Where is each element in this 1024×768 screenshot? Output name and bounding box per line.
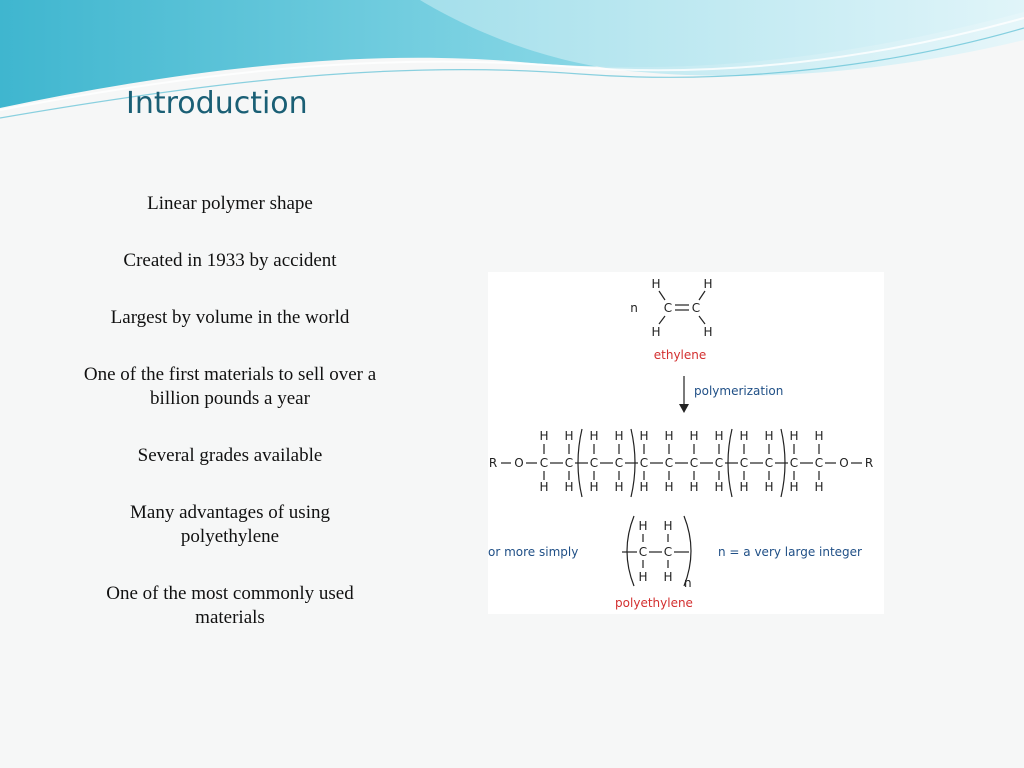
hydrogen-atom: H — [564, 429, 574, 443]
carbon-atom: C — [614, 456, 624, 470]
hydrogen-atom: H — [564, 480, 574, 494]
carbon-atom: C — [814, 456, 824, 470]
hydrogen-atom: H — [539, 429, 549, 443]
hydrogen-atom: H — [703, 277, 713, 291]
hydrogen-atom: H — [614, 429, 624, 443]
slide-title: Introduction — [126, 86, 308, 121]
end-group-atom: R — [864, 456, 874, 470]
carbon-atom: C — [564, 456, 574, 470]
monomer-name: ethylene — [653, 348, 707, 362]
hydrogen-atom: H — [589, 480, 599, 494]
hydrogen-atom: H — [651, 277, 661, 291]
repeat-subscript: n — [684, 576, 692, 590]
hydrogen-atom: H — [739, 429, 749, 443]
bullet-item: Several grades available — [137, 445, 323, 466]
hydrogen-atom: H — [703, 325, 713, 339]
carbon-atom: C — [664, 456, 674, 470]
bullet-item: One of the most commonly used materials — [106, 583, 354, 628]
carbon-atom: C — [663, 301, 673, 315]
polymerization-diagram — [488, 272, 884, 614]
carbon-atom: C — [691, 301, 701, 315]
hydrogen-atom: H — [589, 429, 599, 443]
carbon-atom: C — [638, 545, 648, 559]
carbon-atom: C — [663, 545, 673, 559]
carbon-atom: C — [764, 456, 774, 470]
hydrogen-atom: H — [651, 325, 661, 339]
carbon-atom: C — [714, 456, 724, 470]
carbon-atom: C — [539, 456, 549, 470]
bullet-item: Created in 1933 by accident — [123, 250, 337, 271]
oxygen-atom: O — [839, 456, 849, 470]
ethylene-structure — [651, 277, 712, 339]
hydrogen-atom: H — [639, 429, 649, 443]
carbon-atom: C — [789, 456, 799, 470]
polymer-name: polyethylene — [615, 596, 693, 610]
oxygen-atom: O — [514, 456, 524, 470]
reaction-arrow — [679, 376, 689, 413]
hydrogen-atom: H — [714, 429, 724, 443]
bullet-item: Largest by volume in the world — [110, 307, 350, 328]
hydrogen-atom: H — [714, 480, 724, 494]
n-definition: n = a very large integer — [718, 545, 862, 559]
hydrogen-atom: H — [689, 480, 699, 494]
alt-prefix: or more simply — [488, 545, 579, 559]
hydrogen-atom: H — [764, 480, 774, 494]
hydrogen-atom: H — [789, 429, 799, 443]
carbon-atom: C — [739, 456, 749, 470]
hydrogen-atom: H — [539, 480, 549, 494]
repeat-unit — [622, 516, 691, 586]
carbon-atom: C — [639, 456, 649, 470]
hydrogen-atom: H — [739, 480, 749, 494]
carbon-atom: C — [689, 456, 699, 470]
hydrogen-atom: H — [663, 519, 673, 533]
monomer-coefficient: n — [630, 301, 638, 315]
hydrogen-atom: H — [663, 570, 673, 584]
hydrogen-atom: H — [789, 480, 799, 494]
bullet-list — [80, 192, 380, 663]
hydrogen-atom: H — [664, 429, 674, 443]
hydrogen-atom: H — [689, 429, 699, 443]
end-group-atom: R — [488, 456, 498, 470]
hydrogen-atom: H — [814, 480, 824, 494]
bullet-item: Linear polymer shape — [147, 193, 313, 214]
bullet-item: One of the first materials to sell over a billion pounds a year — [83, 364, 377, 409]
hydrogen-atom: H — [638, 519, 648, 533]
hydrogen-atom: H — [639, 480, 649, 494]
hydrogen-atom: H — [814, 429, 824, 443]
polymer-chain — [489, 429, 873, 497]
hydrogen-atom: H — [764, 429, 774, 443]
carbon-atom: C — [589, 456, 599, 470]
hydrogen-atom: H — [614, 480, 624, 494]
hydrogen-atom: H — [638, 570, 648, 584]
bullet-item: Many advantages of using polyethylene — [130, 502, 330, 547]
reaction-label: polymerization — [694, 384, 784, 398]
hydrogen-atom: H — [664, 480, 674, 494]
